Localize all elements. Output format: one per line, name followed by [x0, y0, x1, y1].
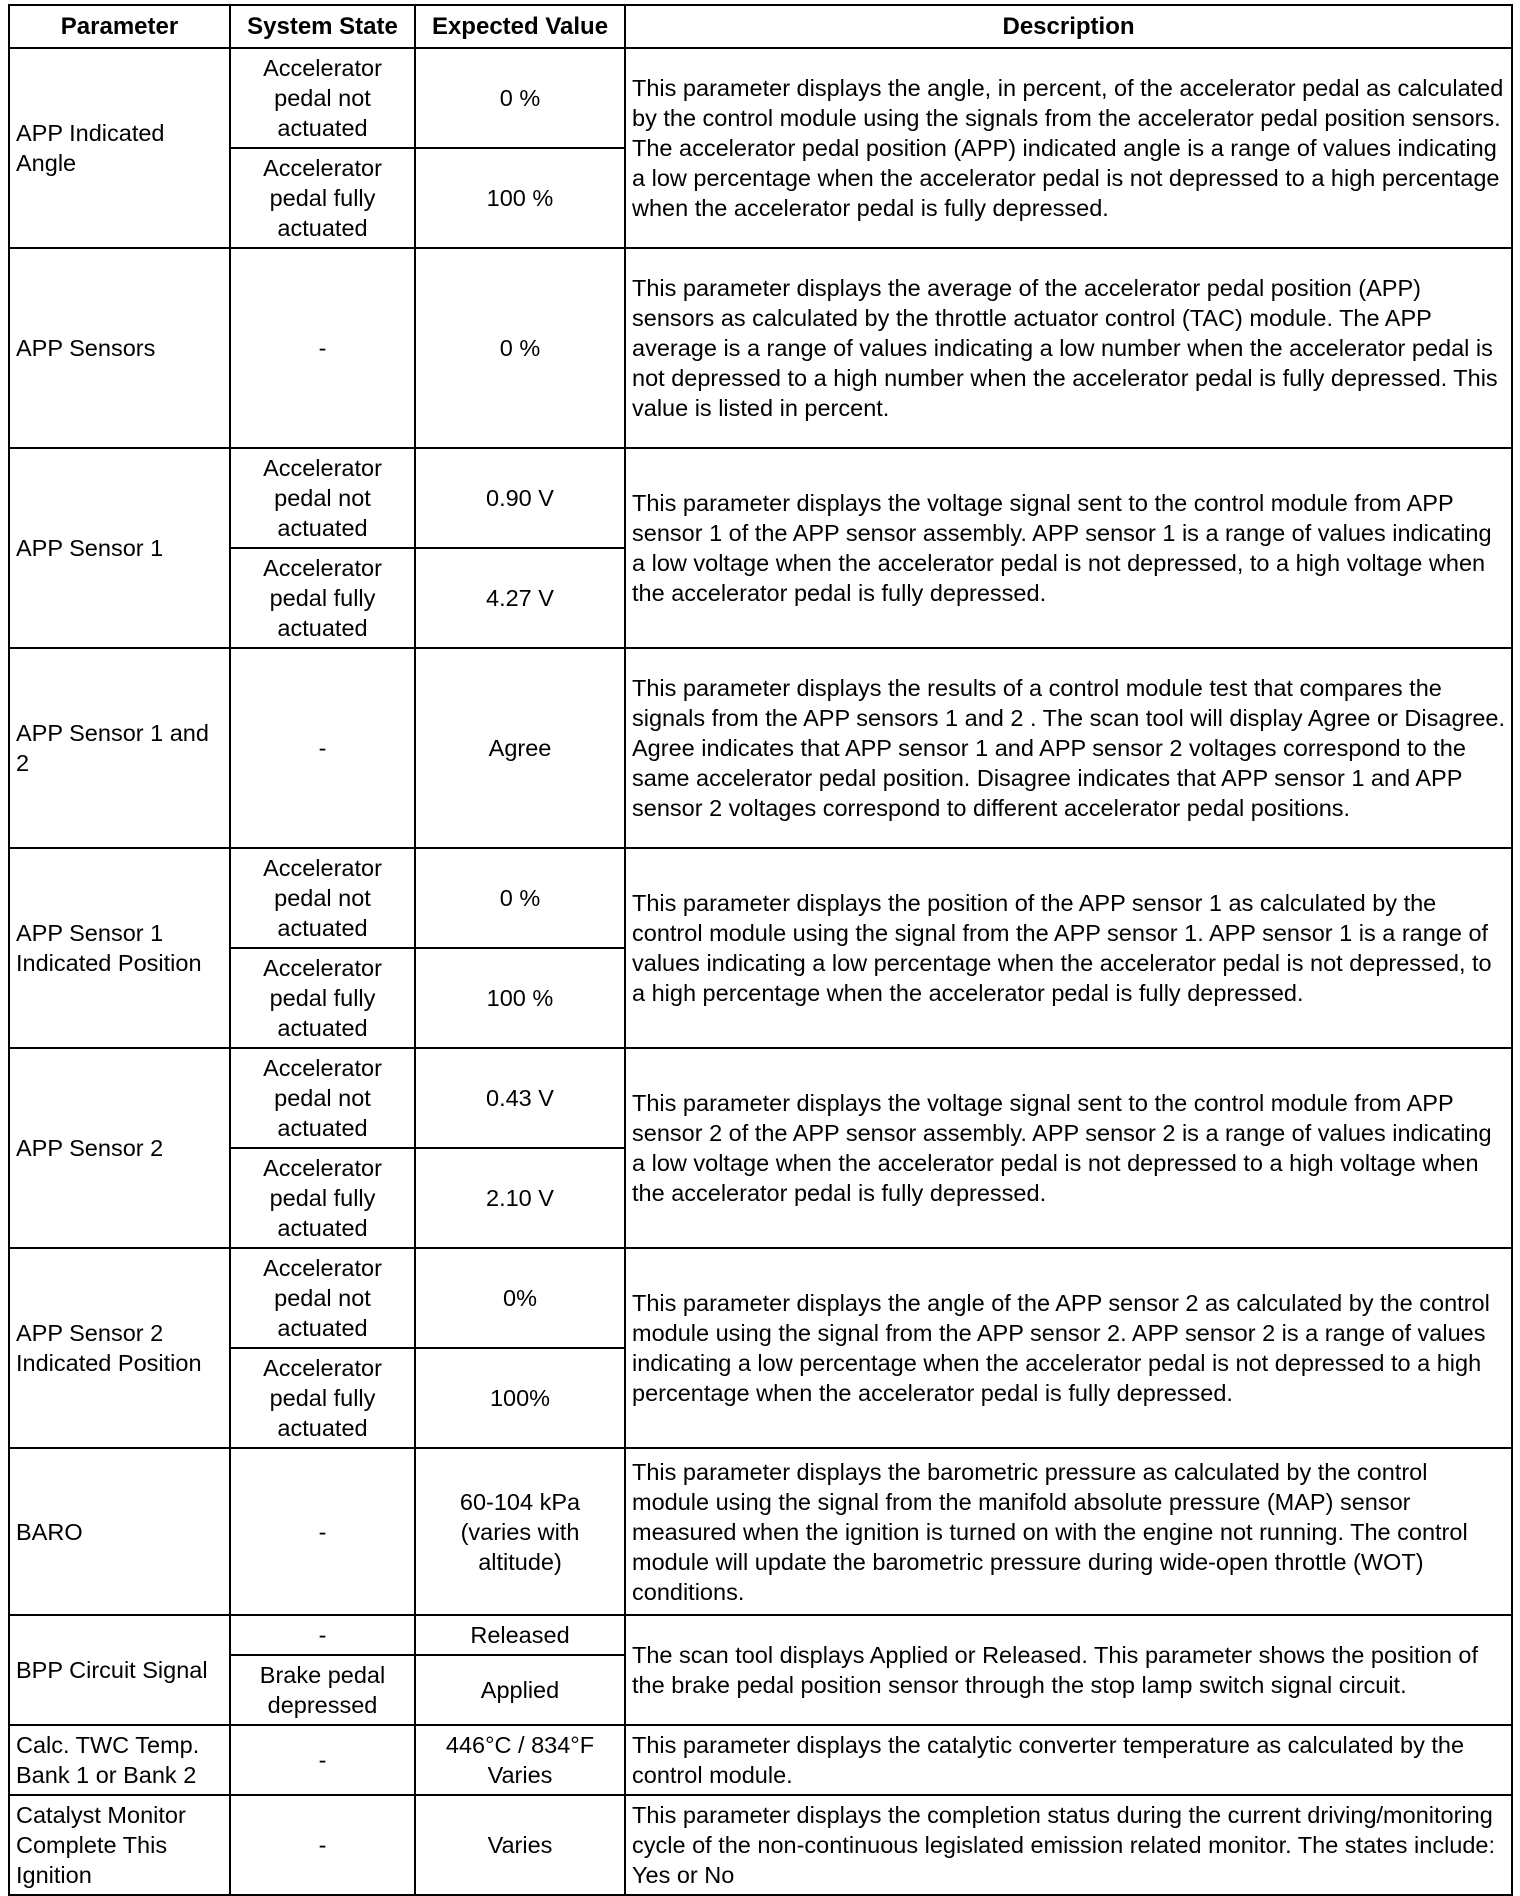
- table-row: [9, 648, 1512, 848]
- description-cell: The scan tool displays Applied or Released. This parameter shows the position of the brake pedal position sensor through the stop lamp switch signal circuit.: [625, 1615, 1512, 1725]
- description-cell: This parameter displays the voltage signal sent to the control module from APP sensor 2 of the APP sensor assembly. APP sensor 2 is a range of values indicating a low voltage when the accelerator pedal is not depressed to a high voltage when the accelerator pedal is fully depressed.: [625, 1048, 1512, 1248]
- system-state-cell: -: [230, 1725, 415, 1795]
- table-row: [9, 1725, 1512, 1795]
- system-state-cell: -: [230, 248, 415, 448]
- system-state-cell: -: [230, 648, 415, 848]
- system-state-cell: Accelerator pedal fully actuated: [230, 1348, 415, 1448]
- system-state-cell: Accelerator pedal not actuated: [230, 48, 415, 148]
- system-state-cell: -: [230, 1448, 415, 1615]
- expected-value-cell: 100 %: [415, 148, 625, 248]
- system-state-cell: Accelerator pedal not actuated: [230, 448, 415, 548]
- parameter-table: [8, 4, 1513, 1896]
- table-row: [9, 1248, 1512, 1348]
- table-row: [9, 1795, 1512, 1895]
- table-row: [9, 48, 1512, 148]
- expected-value-cell: 2.10 V: [415, 1148, 625, 1248]
- parameter-cell: APP Sensor 1: [9, 448, 230, 648]
- header-description: Description: [625, 5, 1512, 48]
- table-row: [9, 248, 1512, 448]
- description-cell: This parameter displays the voltage signal sent to the control module from APP sensor 1 of the APP sensor assembly. APP sensor 1 is a range of values indicating a low voltage when the accelerator pedal is not depressed, to a high voltage when the accelerator pedal is fully depressed.: [625, 448, 1512, 648]
- expected-value-cell: Applied: [415, 1655, 625, 1725]
- parameter-cell: APP Sensors: [9, 248, 230, 448]
- system-state-cell: Accelerator pedal not actuated: [230, 1248, 415, 1348]
- system-state-cell: Brake pedal depressed: [230, 1655, 415, 1725]
- description-cell: This parameter displays the angle of the APP sensor 2 as calculated by the control module using the signal from the APP sensor 2. APP sensor 2 is a range of values indicating a low percentage when the accelerator pedal is not depressed to a high percentage when the accelerator pedal is fully depressed.: [625, 1248, 1512, 1448]
- expected-value-cell: 446°C / 834°F Varies: [415, 1725, 625, 1795]
- parameter-cell: BARO: [9, 1448, 230, 1615]
- parameter-cell: APP Sensor 1 Indicated Position: [9, 848, 230, 1048]
- parameter-cell: Catalyst Monitor Complete This Ignition: [9, 1795, 230, 1895]
- system-state-cell: Accelerator pedal fully actuated: [230, 1148, 415, 1248]
- system-state-cell: -: [230, 1795, 415, 1895]
- parameter-cell: APP Sensor 2 Indicated Position: [9, 1248, 230, 1448]
- header-row: [9, 5, 1512, 48]
- description-cell: This parameter displays the catalytic converter temperature as calculated by the control module.: [625, 1725, 1512, 1795]
- system-state-cell: -: [230, 1615, 415, 1655]
- document-page: [8, 4, 1513, 1896]
- expected-value-cell: 100 %: [415, 948, 625, 1048]
- description-cell: This parameter displays the average of the accelerator pedal position (APP) sensors as calculated by the throttle actuator control (TAC) module. The APP average is a range of values indicating a low number when the accelerator pedal is not depressed to a high number when the accelerator pedal is fully depressed. This value is listed in percent.: [625, 248, 1512, 448]
- expected-value-cell: 60-104 kPa (varies with altitude): [415, 1448, 625, 1615]
- expected-value-cell: 100%: [415, 1348, 625, 1448]
- expected-value-cell: 4.27 V: [415, 548, 625, 648]
- header-system-state: System State: [230, 5, 415, 48]
- system-state-cell: Accelerator pedal not actuated: [230, 1048, 415, 1148]
- expected-value-cell: Agree: [415, 648, 625, 848]
- description-cell: This parameter displays the barometric pressure as calculated by the control module using the signal from the manifold absolute pressure (MAP) sensor measured when the ignition is turned on with the engine not running. The control module will update the barometric pressure during wide-open throttle (WOT) conditions.: [625, 1448, 1512, 1615]
- expected-value-cell: Released: [415, 1615, 625, 1655]
- parameter-cell: Calc. TWC Temp. Bank 1 or Bank 2: [9, 1725, 230, 1795]
- description-cell: This parameter displays the angle, in percent, of the accelerator pedal as calculated by the control module using the signals from the accelerator pedal position sensors. The accelerator pedal position (APP) indicated angle is a range of values indicating a low percentage when the accelerator pedal is not depressed to a high percentage when the accelerator pedal is fully depressed.: [625, 48, 1512, 248]
- system-state-cell: Accelerator pedal not actuated: [230, 848, 415, 948]
- description-cell: This parameter displays the results of a control module test that compares the signals from the APP sensors 1 and 2 . The scan tool will display Agree or Disagree. Agree indicates that APP sensor 1 and APP sensor 2 voltages correspond to the same accelerator pedal position. Disagree indicates that APP sensor 1 and APP sensor 2 voltages correspond to different accelerator pedal positions.: [625, 648, 1512, 848]
- expected-value-cell: Varies: [415, 1795, 625, 1895]
- parameter-cell: APP Sensor 2: [9, 1048, 230, 1248]
- header-expected-value: Expected Value: [415, 5, 625, 48]
- expected-value-cell: 0 %: [415, 48, 625, 148]
- parameter-cell: BPP Circuit Signal: [9, 1615, 230, 1725]
- expected-value-cell: 0.90 V: [415, 448, 625, 548]
- system-state-cell: Accelerator pedal fully actuated: [230, 548, 415, 648]
- parameter-cell: APP Indicated Angle: [9, 48, 230, 248]
- table-row: [9, 848, 1512, 948]
- expected-value-cell: 0.43 V: [415, 1048, 625, 1148]
- table-row: [9, 1048, 1512, 1148]
- system-state-cell: Accelerator pedal fully actuated: [230, 148, 415, 248]
- description-cell: This parameter displays the completion status during the current driving/monitoring cycle of the non-continuous legislated emission related monitor. The states include: Yes or No: [625, 1795, 1512, 1895]
- expected-value-cell: 0%: [415, 1248, 625, 1348]
- description-cell: This parameter displays the position of the APP sensor 1 as calculated by the control module using the signal from the APP sensor 1. APP sensor 1 is a range of values indicating a low percentage when the accelerator pedal is not depressed, to a high percentage when the accelerator pedal is fully depressed.: [625, 848, 1512, 1048]
- expected-value-cell: 0 %: [415, 248, 625, 448]
- table-row: [9, 1448, 1512, 1615]
- table-row: [9, 448, 1512, 548]
- expected-value-cell: 0 %: [415, 848, 625, 948]
- parameter-cell: APP Sensor 1 and 2: [9, 648, 230, 848]
- table-row: [9, 1615, 1512, 1655]
- header-parameter: Parameter: [9, 5, 230, 48]
- system-state-cell: Accelerator pedal fully actuated: [230, 948, 415, 1048]
